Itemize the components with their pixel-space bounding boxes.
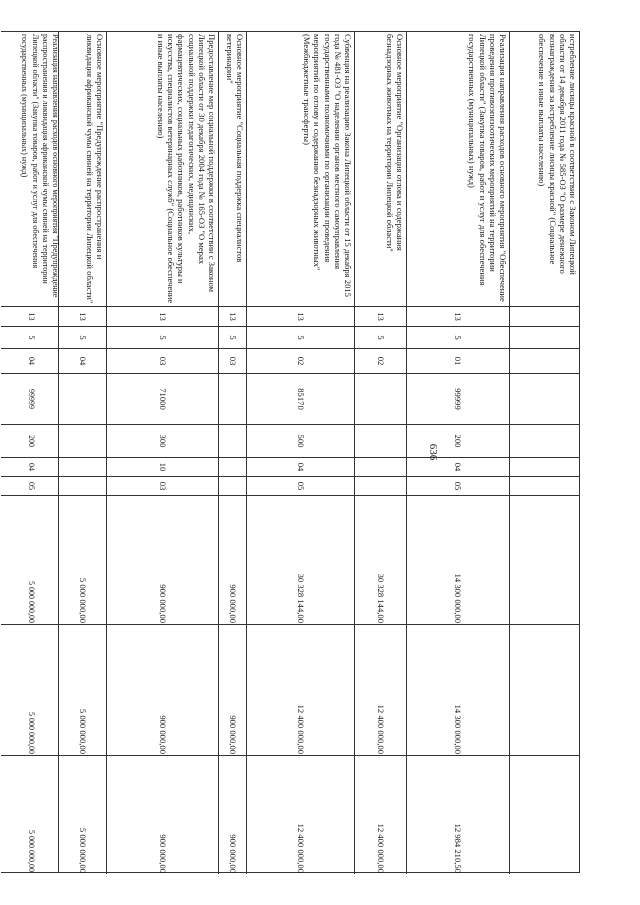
value-2: 12 400 000,00: [355, 625, 406, 756]
value-2: [510, 625, 579, 756]
code-6: 04: [407, 458, 509, 477]
code-3: 03: [219, 349, 246, 374]
code-7: 05: [407, 477, 509, 496]
code-4: 85170: [247, 374, 354, 425]
code-4: [510, 374, 579, 425]
code-5: [355, 425, 406, 458]
code-6: 10: [107, 458, 218, 477]
value-1: 5 000 000,00: [60, 496, 106, 625]
value-3: 5 000 000,00: [27, 830, 37, 872]
value-2: 900 000,00: [219, 625, 246, 756]
code-3: 04: [60, 349, 106, 374]
code-2: 5: [355, 327, 406, 349]
code-6: [60, 458, 106, 477]
value-3: 900 000,00: [157, 834, 168, 873]
value-1: 30 328 144,00: [355, 496, 406, 625]
value-3: 12 400 000,00: [295, 823, 306, 873]
code-7: [219, 477, 246, 496]
value-1: 900 000,00: [107, 496, 218, 625]
code-6: [355, 458, 406, 477]
code-2: 5: [60, 327, 106, 349]
table-row: [1, 31, 61, 873]
value-2: 14 300 000,00: [407, 625, 509, 756]
code-4: 99999: [1, 374, 61, 425]
code-7: 03: [107, 477, 218, 496]
value-2: 12 400 000,00: [247, 625, 354, 756]
row-name: Реализация направления расходов основного мероприятия "Обеспечение проведения противоэпизоотических мероприятий на территории Липецкой области" (Закупка товаров, работ и услуг для обеспечения государственных (муниципальных) нужд): [407, 32, 509, 307]
code-3: 02: [355, 349, 406, 374]
code-5: [60, 425, 106, 458]
value-3: 900 000,00: [227, 834, 238, 873]
code-2: 5: [1, 327, 61, 349]
code-7: 05: [1, 477, 61, 496]
value-3: 12 400 000,00: [375, 823, 386, 873]
table-row: [509, 32, 579, 874]
value-1: 5 000 000,00: [1, 496, 61, 625]
table-row: [246, 32, 354, 874]
code-2: 5: [407, 327, 509, 349]
code-1: 13: [60, 307, 106, 327]
code-4: [355, 374, 406, 425]
code-3: 02: [247, 349, 354, 374]
code-5: 300: [107, 425, 218, 458]
code-1: 13: [1, 307, 61, 327]
value-3: 5 000 000,00: [78, 827, 89, 873]
budget-table: [58, 31, 580, 873]
code-4: 71000: [107, 374, 218, 425]
value-1: 900 000,00: [219, 496, 246, 625]
table-row: [106, 32, 218, 874]
code-1: 13: [107, 307, 218, 327]
value-2: 5 000 000,00: [60, 625, 106, 756]
code-2: 5: [247, 327, 354, 349]
value-1: 30 328 144,00: [247, 496, 354, 625]
code-7: [60, 477, 106, 496]
code-3: 01: [407, 349, 509, 374]
code-6: 04: [1, 458, 61, 477]
rotated-page-content: [20, 31, 580, 873]
code-3: 04: [1, 349, 61, 374]
table-row: [60, 32, 106, 874]
code-6: [510, 458, 579, 477]
row-name: Основное мероприятие "Предупреждение распространения и ликвидация африканской чумы свиней на территории Липецкой области": [60, 32, 106, 307]
value-3: 12 984 210,50: [453, 823, 464, 873]
row-name: истребление лисицы красной в соответствии с Законом Липецкой области от 14 декабря 2011 года № 585-ОЗ "О размере денежного вознаграждения за истребление лисицы красной" (Социальное обеспечение и иные выплаты населению): [510, 32, 579, 307]
code-5: 500: [247, 425, 354, 458]
code-7: [510, 477, 579, 496]
code-5: 200: [1, 425, 61, 458]
value-3: [510, 756, 579, 874]
value-2: 900 000,00: [107, 625, 218, 756]
row-name: Предоставление мер социальной поддержки в соответствии с Законом Липецкой области от 30 декабря 2004 года № 165-ОЗ "О мерах социальной поддержки педагогических, медицинских, фармацевтических, социальных работников, работников культуры и искусства, специалистов ветеринарных служб" (Социальное обеспечение и иные выплаты населению): [107, 32, 218, 307]
code-4: [60, 374, 106, 425]
code-2: [510, 327, 579, 349]
table-row: [218, 32, 246, 874]
code-3: [510, 349, 579, 374]
code-7: 05: [247, 477, 354, 496]
row-name: Основное мероприятие "Социальная поддержка специалистов ветеринарии": [219, 32, 246, 307]
row-name: Реализация направления расходов основного мероприятия "Предупреждение распространения и ликвидация африканской чумы свиней на территории Липецкой области" (Закупка товаров, работ и услуг для обеспечения государственных (муниципальных) нужд): [1, 32, 61, 307]
code-5: 200: [407, 425, 509, 458]
code-4: 99999: [407, 374, 509, 425]
code-7: [355, 477, 406, 496]
code-1: 13: [219, 307, 246, 327]
code-1: [510, 307, 579, 327]
value-1: [510, 496, 579, 625]
row-name: Субвенция на реализацию Закона Липецкой области от 15 декабря 2015 года № 481-ОЗ "О наделении органов местного самоуправления государственными полномочиями по организации проведения мероприятий по отлову и содержанию безнадзорных животных" (Межбюджетные трансферты): [247, 32, 354, 307]
code-1: 13: [407, 307, 509, 327]
table-row: [406, 32, 509, 874]
code-2: 5: [219, 327, 246, 349]
page-number: 636: [427, 443, 439, 461]
code-4: [219, 374, 246, 425]
code-1: 13: [355, 307, 406, 327]
value-2: 5 000 000,00: [1, 625, 61, 756]
value-1: 14 300 000,00: [407, 496, 509, 625]
row-name: Основное мероприятие "Организация отлова и содержания безнадзорных животных на территории Липецкой области": [355, 32, 406, 307]
code-6: 04: [247, 458, 354, 477]
code-3: 03: [107, 349, 218, 374]
table-row: [354, 32, 406, 874]
code-5: [510, 425, 579, 458]
code-2: 5: [107, 327, 218, 349]
code-5: [219, 425, 246, 458]
code-1: 13: [247, 307, 354, 327]
code-6: [219, 458, 246, 477]
